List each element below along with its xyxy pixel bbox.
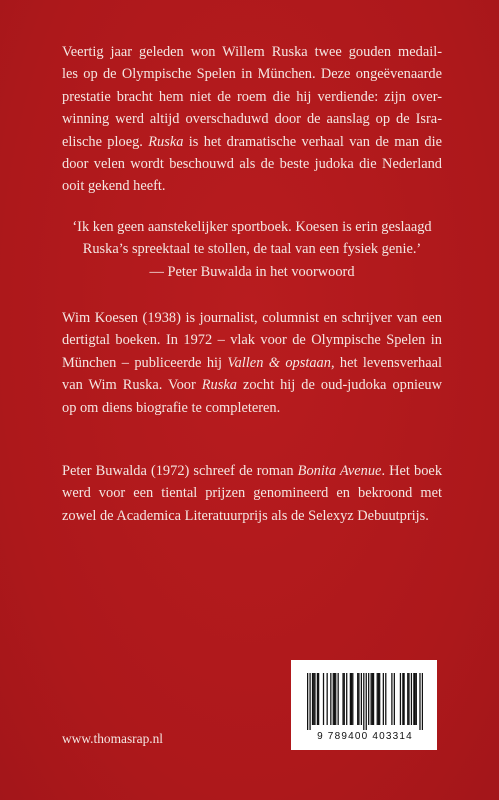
- quote-attribution: — Peter Buwalda in het voorwoord: [149, 263, 355, 280]
- barcode-bar: [351, 673, 352, 725]
- barcode-bar: [373, 673, 374, 725]
- barcode-bar: [400, 673, 401, 725]
- text-line: van Wim Ruska. Voor Ruska zocht hij de oud-judoka opnieuw: [62, 377, 442, 394]
- barcode-bar: [346, 673, 347, 725]
- barcode-bar: [342, 673, 343, 725]
- text-line: Veertig jaar geleden won Willem Ruska twee gouden medail-: [62, 44, 442, 60]
- text-line: Wim Koesen (1938) is journalist, columnist en schrijver van een: [62, 310, 442, 326]
- text-line: les op de Olympische Spelen in München. Deze ongeëvenaarde: [62, 66, 442, 83]
- barcode-bar: [312, 673, 313, 725]
- text-line: op om diens biografie te completeren.: [62, 399, 281, 416]
- barcode-bar: [422, 673, 423, 730]
- book-title-italic: Vallen & opstaan: [227, 354, 331, 371]
- barcode-bar: [402, 673, 403, 725]
- text-line: München – publiceerde hij Vallen & opstaan, het levensverhaal: [62, 354, 442, 371]
- barcode-bar: [313, 673, 314, 725]
- barcode-bar: [408, 673, 409, 725]
- book-title-italic: Ruska: [148, 133, 184, 150]
- barcode-bar: [394, 673, 395, 725]
- text-line: winning werd altijd overschaduwd door de aanslag op de Isra-: [62, 111, 442, 128]
- barcode-bar: [323, 673, 324, 725]
- barcode-bar: [391, 673, 392, 725]
- foreword-bio-paragraph: [62, 460, 442, 527]
- barcode-bar: [414, 673, 415, 725]
- text-line: werd voor een tiental prijzen genomineerd en bekroond met: [62, 485, 442, 502]
- barcode-bar: [317, 673, 318, 725]
- barcode-bars: [307, 673, 423, 730]
- text-line: zowel de Academica Literatuurprijs als de Selexyz Debuutprijs.: [62, 507, 429, 524]
- barcode-bar: [403, 673, 404, 725]
- barcode-bar: [344, 673, 345, 725]
- barcode-bar: [385, 673, 386, 725]
- review-quote: [62, 216, 442, 283]
- barcode-bar: [366, 673, 367, 730]
- book-title-italic: Ruska: [201, 377, 237, 394]
- text-line: Peter Buwalda (1972) schreef de roman Bonita Avenue. Het boek: [62, 463, 443, 479]
- barcode-bar: [338, 673, 339, 725]
- author-bio-paragraph: [62, 307, 442, 419]
- barcode-bar: [333, 673, 334, 725]
- barcode-bar: [350, 673, 351, 725]
- barcode-bar: [377, 673, 378, 725]
- barcode-bar: [309, 673, 310, 730]
- barcode-bar: [327, 673, 328, 725]
- barcode-bar: [416, 673, 417, 725]
- barcode-bar: [383, 673, 384, 725]
- barcode-bar: [413, 673, 414, 725]
- barcode-bar: [358, 673, 359, 725]
- book-title-italic: Bonita Avenue: [297, 463, 382, 479]
- barcode-bar: [307, 673, 308, 730]
- barcode-bar: [361, 673, 362, 725]
- barcode-bar: [334, 673, 335, 725]
- text-line: prestatie bracht hem niet de roem die hij verdiende: zijn over-: [62, 88, 442, 105]
- barcode-bar: [318, 673, 319, 725]
- isbn-number: 9 789400 403314: [317, 731, 413, 742]
- barcode-bar: [368, 673, 369, 725]
- barcode-bar: [407, 673, 408, 725]
- barcode-bar: [370, 673, 371, 725]
- text-line: ooit gekend heeft.: [62, 178, 166, 195]
- barcode-bar: [379, 673, 380, 725]
- publisher-website: www.thomasrap.nl: [62, 731, 164, 746]
- barcode-bar: [363, 673, 364, 730]
- barcode-bar: [330, 673, 331, 725]
- barcode-bar: [411, 673, 412, 725]
- barcode-bar: [335, 673, 336, 725]
- text-line: door velen wordt beschouwd als de beste judoka die Nederland: [62, 156, 442, 173]
- quote-line: Ruska’s spreektaal te stollen, de taal van een fysiek genie.’: [82, 241, 422, 258]
- text-line: elische ploeg. Ruska is het dramatische verhaal van de man die: [62, 133, 442, 150]
- quote-line: ‘Ik ken geen aanstekelijker sportboek. Koesen is erin geslaagd: [72, 219, 432, 235]
- barcode-bar: [357, 673, 358, 725]
- barcode-bar: [314, 673, 315, 725]
- barcode-bar: [352, 673, 353, 725]
- isbn-barcode: [291, 660, 437, 750]
- text-line: dertigtal boeken. In 1972 – vlak voor de Olympische Spelen in: [62, 332, 442, 349]
- synopsis-paragraph: [62, 41, 442, 198]
- barcode-bar: [378, 673, 379, 725]
- barcode-bar: [419, 673, 420, 730]
- barcode-bar: [372, 673, 373, 725]
